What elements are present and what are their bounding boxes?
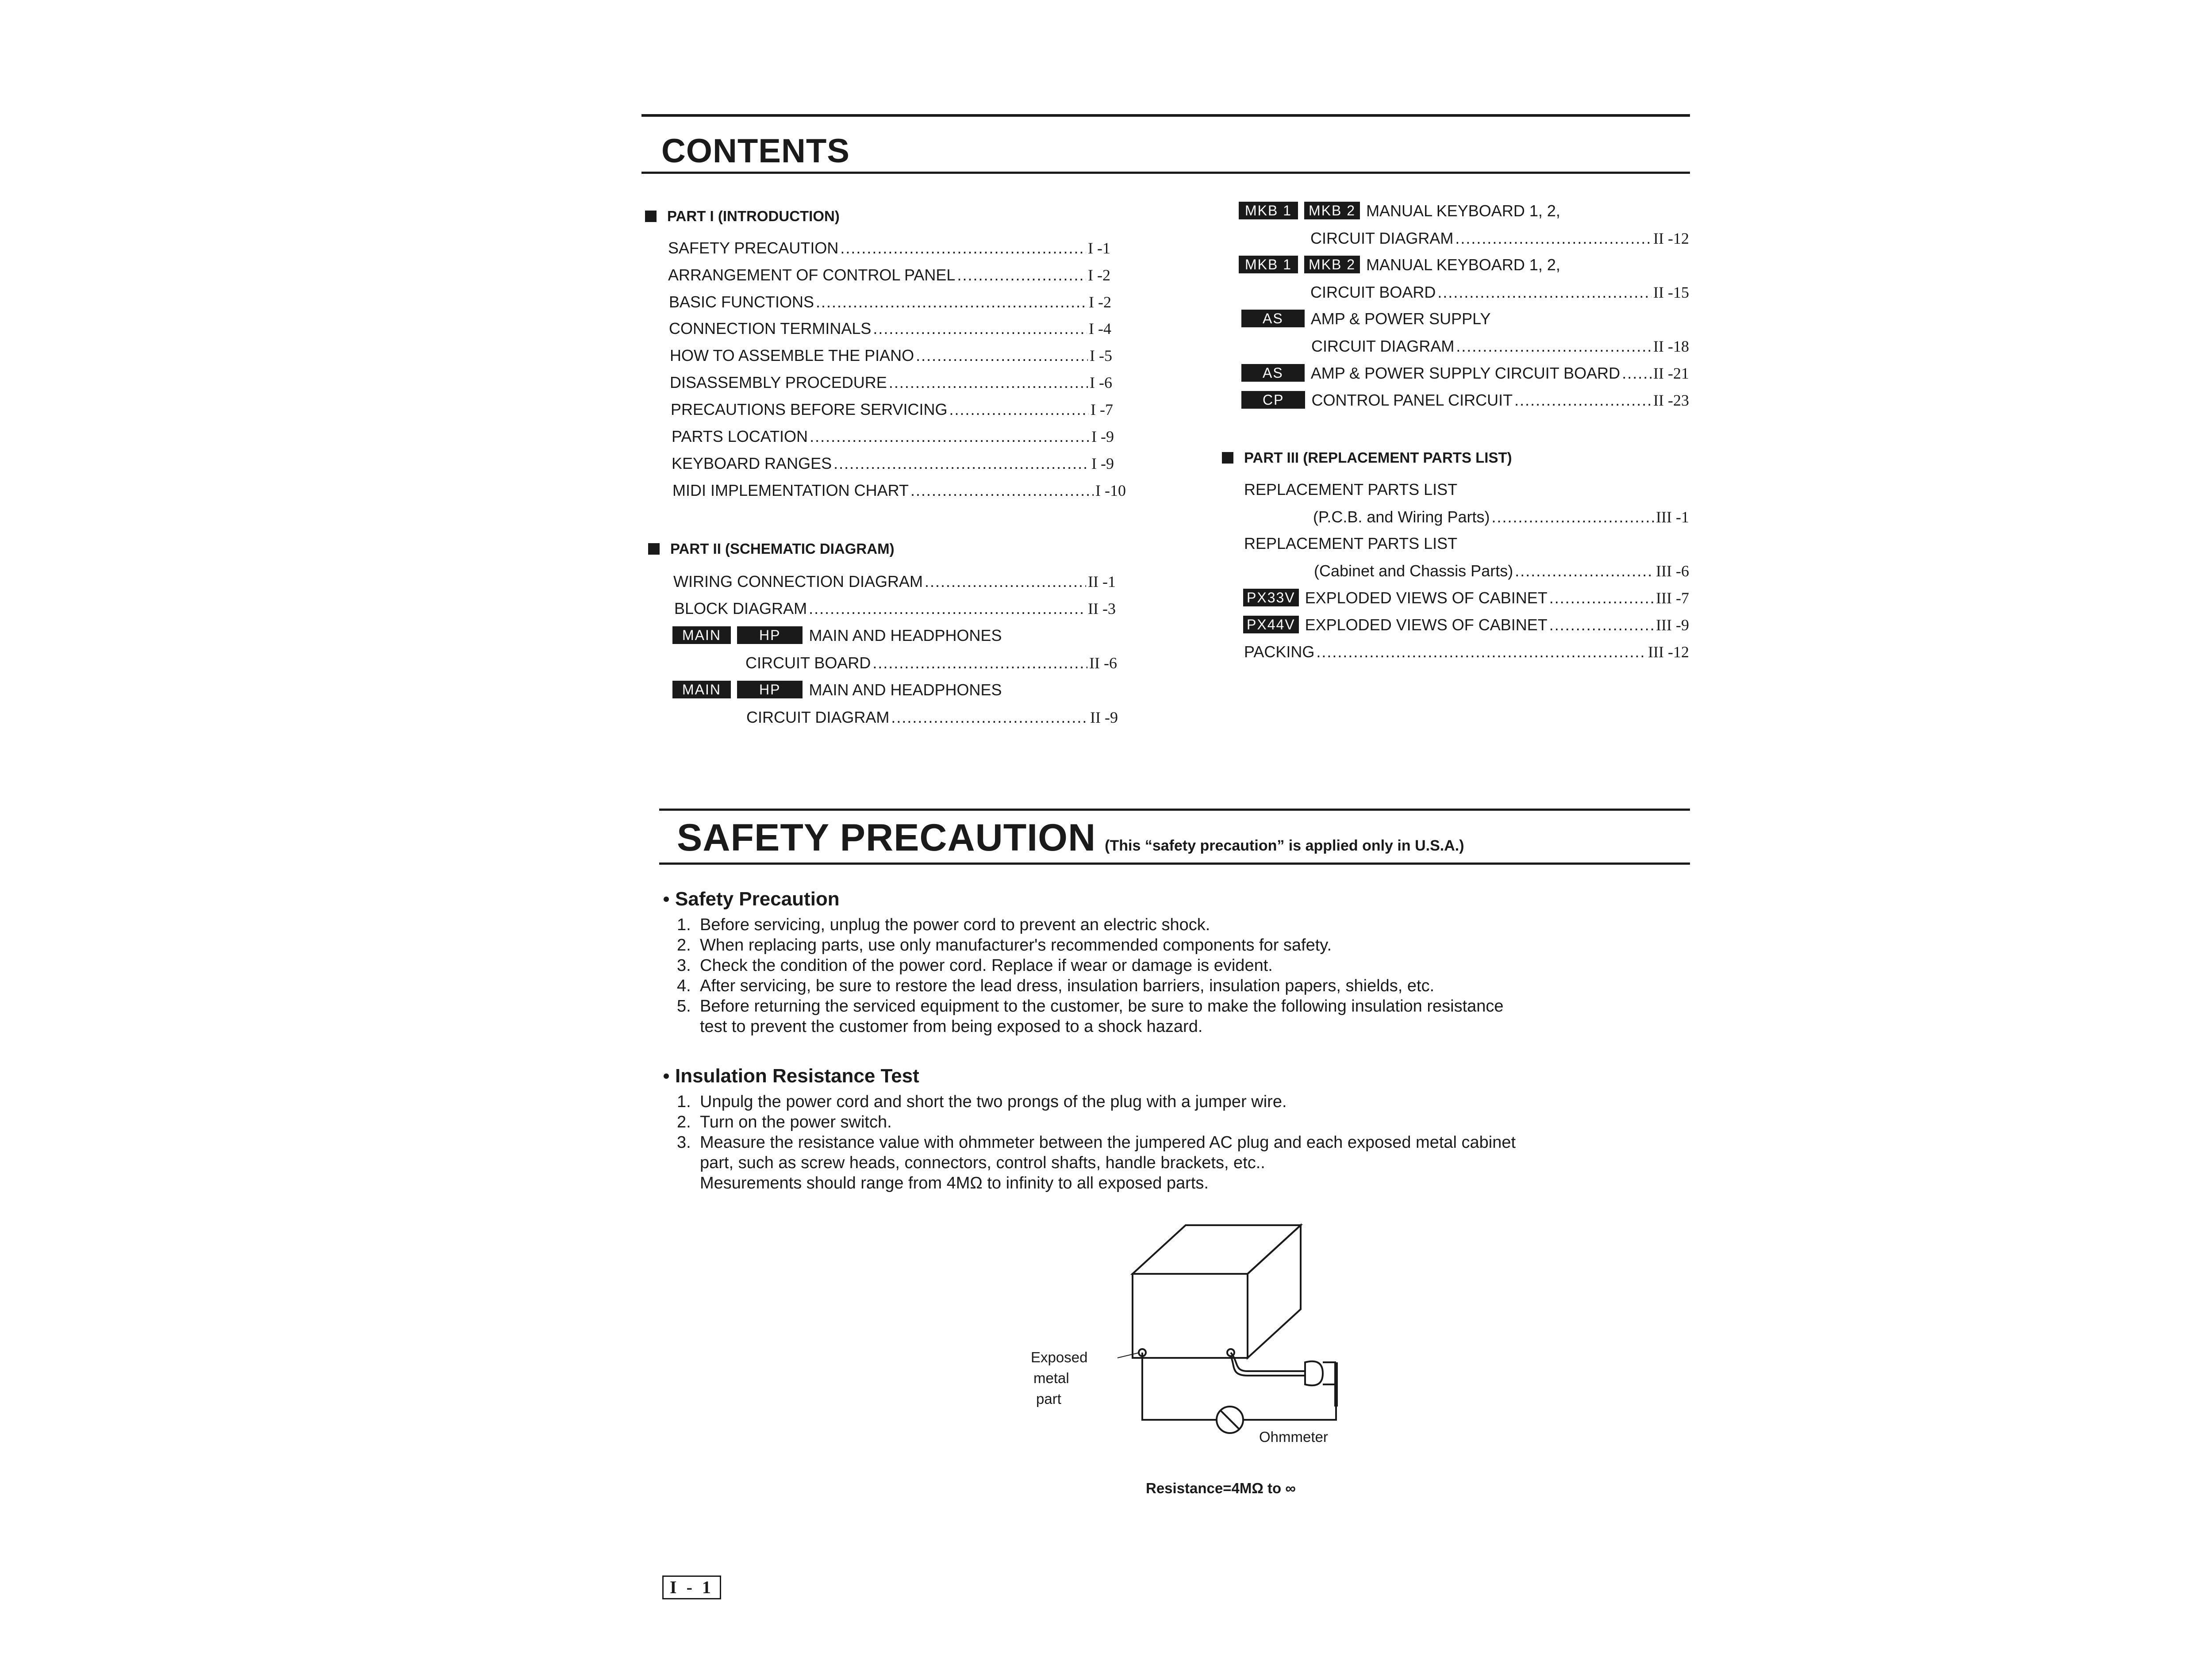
toc-item: AS AMP & POWER SUPPLY <box>1241 310 1490 328</box>
part2-heading: PART II (SCHEMATIC DIAGRAM) <box>648 540 895 557</box>
mkb1-badge: MKB 1 <box>1239 256 1298 273</box>
figure-label-ohmmeter: Ohmmeter <box>1259 1429 1328 1445</box>
px44v-badge: PX44V <box>1243 616 1299 633</box>
hp-badge: HP <box>737 626 803 644</box>
mkb2-badge: MKB 2 <box>1304 202 1360 219</box>
safety-top-rule <box>659 809 1690 811</box>
toc-item: (P.C.B. and Wiring Parts) ..... III -1 <box>1313 508 1689 526</box>
toc-item: KEYBOARD RANGES ..... I -9 <box>672 454 1114 473</box>
safety-note: (This “safety precaution” is applied only in U.S.A.) <box>1105 837 1464 854</box>
toc-item: PX44V EXPLODED VIEWS OF CABINET ..... III -9 <box>1243 616 1689 634</box>
figure-label-metal: metal <box>1033 1370 1069 1386</box>
cabinet-box-top <box>1133 1225 1301 1274</box>
list-item: 3. Measure the resistance value with ohmmeter between the jumpered AC plug and each exposed metal cabinet <box>677 1133 1516 1152</box>
main-badge: MAIN <box>672 681 731 698</box>
square-bullet-icon <box>645 211 657 222</box>
part1-heading: PART I (INTRODUCTION) <box>645 208 840 225</box>
list-item: 1. Before servicing, unplug the power cord to prevent an electric shock. <box>677 916 1210 934</box>
mkb1-badge: MKB 1 <box>1239 202 1298 219</box>
list-item-continuation: part, such as screw heads, connectors, control shafts, handle brackets, etc.. <box>700 1154 1265 1172</box>
as-badge: AS <box>1241 310 1305 327</box>
list-item: 1. Unpulg the power cord and short the two prongs of the plug with a jumper wire. <box>677 1092 1287 1111</box>
mkb2-badge: MKB 2 <box>1304 256 1360 273</box>
toc-item: CIRCUIT BOARD ..... II -6 <box>745 654 1117 672</box>
contents-top-rule <box>641 114 1690 117</box>
list-item-continuation: Mesurements should range from 4MΩ to infinity to all exposed parts. <box>700 1174 1209 1192</box>
px33v-badge: PX33V <box>1243 589 1299 606</box>
safety-bottom-rule <box>659 862 1690 865</box>
toc-item: CP CONTROL PANEL CIRCUIT ..... II -23 <box>1241 391 1689 410</box>
toc-item: PX33V EXPLODED VIEWS OF CABINET ..... III -7 <box>1243 589 1689 607</box>
toc-item: REPLACEMENT PARTS LIST <box>1244 480 1458 498</box>
figure-label-part: part <box>1036 1391 1061 1407</box>
ohmmeter-needle <box>1221 1411 1239 1429</box>
toc-item: MKB 1 MKB 2 MANUAL KEYBOARD 1, 2, <box>1239 256 1560 274</box>
page-number: I - 1 <box>662 1576 721 1599</box>
toc-item: MIDI IMPLEMENTATION CHART ..... I -10 <box>672 481 1126 500</box>
square-bullet-icon <box>648 543 660 555</box>
toc-item: (Cabinet and Chassis Parts) ..... III -6 <box>1314 562 1689 580</box>
list-item-continuation: test to prevent the customer from being exposed to a shock hazard. <box>700 1017 1203 1036</box>
list-item: 4. After servicing, be sure to restore the lead dress, insulation barriers, insulation papers, shields, etc. <box>677 977 1435 995</box>
toc-item: AS AMP & POWER SUPPLY CIRCUIT BOARD ..... II -21 <box>1241 364 1689 383</box>
toc-item: CIRCUIT BOARD ..... II -15 <box>1310 283 1689 302</box>
toc-item: SAFETY PRECAUTION ..... I -1 <box>668 239 1110 257</box>
as-badge: AS <box>1241 364 1305 382</box>
toc-item: ARRANGEMENT OF CONTROL PANEL ..... I -2 <box>668 266 1110 284</box>
contents-bottom-rule <box>641 172 1690 174</box>
figure-label-exposed: Exposed <box>1031 1349 1088 1365</box>
hp-badge: HP <box>737 681 803 698</box>
toc-item: MAIN HP MAIN AND HEADPHONES <box>672 681 1002 699</box>
test-lead <box>1142 1353 1217 1420</box>
toc-item: WIRING CONNECTION DIAGRAM ..... II -1 <box>673 572 1116 591</box>
safety-title: SAFETY PRECAUTION <box>677 816 1096 859</box>
list-item: 2. When replacing parts, use only manufacturer's recommended components for safety. <box>677 936 1332 954</box>
toc-item: DISASSEMBLY PROCEDURE ..... I -6 <box>670 373 1112 392</box>
toc-item: PRECAUTIONS BEFORE SERVICING ..... I -7 <box>671 400 1113 419</box>
list-item: 2. Turn on the power switch. <box>677 1113 892 1131</box>
figure-caption: Resistance=4MΩ to ∞ <box>1146 1480 1296 1496</box>
safety-title-row <box>677 816 1464 860</box>
toc-item: HOW TO ASSEMBLE THE PIANO ..... I -5 <box>670 346 1112 365</box>
toc-item: BLOCK DIAGRAM ..... II -3 <box>674 599 1116 618</box>
cabinet-box-front <box>1133 1274 1248 1358</box>
toc-item: CIRCUIT DIAGRAM ..... II -9 <box>746 708 1118 727</box>
cp-badge: CP <box>1241 391 1305 409</box>
square-bullet-icon <box>1222 452 1233 464</box>
power-cord <box>1231 1353 1305 1371</box>
insulation-heading: Insulation Resistance Test <box>664 1065 919 1087</box>
bullet-icon <box>664 897 669 902</box>
toc-item: BASIC FUNCTIONS ..... I -2 <box>669 293 1111 311</box>
list-item: 3. Check the condition of the power cord. Replace if wear or damage is evident. <box>677 956 1273 975</box>
part3-heading: PART III (REPLACEMENT PARTS LIST) <box>1222 449 1512 466</box>
toc-item: MKB 1 MKB 2 MANUAL KEYBOARD 1, 2, <box>1239 202 1560 220</box>
bullet-icon <box>664 1073 669 1079</box>
toc-item: CIRCUIT DIAGRAM ..... II -12 <box>1310 229 1689 248</box>
cabinet-box-side <box>1248 1225 1301 1358</box>
list-item: 5. Before returning the serviced equipment to the customer, be sure to make the following insulation resistance <box>677 997 1504 1016</box>
toc-item: CONNECTION TERMINALS ..... I -4 <box>669 319 1111 338</box>
contents-title: CONTENTS <box>661 132 850 170</box>
power-cord-inner <box>1231 1356 1305 1376</box>
toc-item: PACKING ..... III -12 <box>1244 643 1689 661</box>
toc-item: MAIN HP MAIN AND HEADPHONES <box>672 626 1002 645</box>
toc-item: PARTS LOCATION ..... I -9 <box>672 427 1114 446</box>
insulation-test-figure <box>1115 1212 1363 1460</box>
toc-item: CIRCUIT DIAGRAM ..... II -18 <box>1311 337 1689 356</box>
toc-item: REPLACEMENT PARTS LIST <box>1244 534 1458 552</box>
precaution-heading: Safety Precaution <box>664 888 840 910</box>
main-badge: MAIN <box>672 626 731 644</box>
test-lead <box>1243 1407 1336 1420</box>
plug-icon <box>1305 1361 1323 1385</box>
